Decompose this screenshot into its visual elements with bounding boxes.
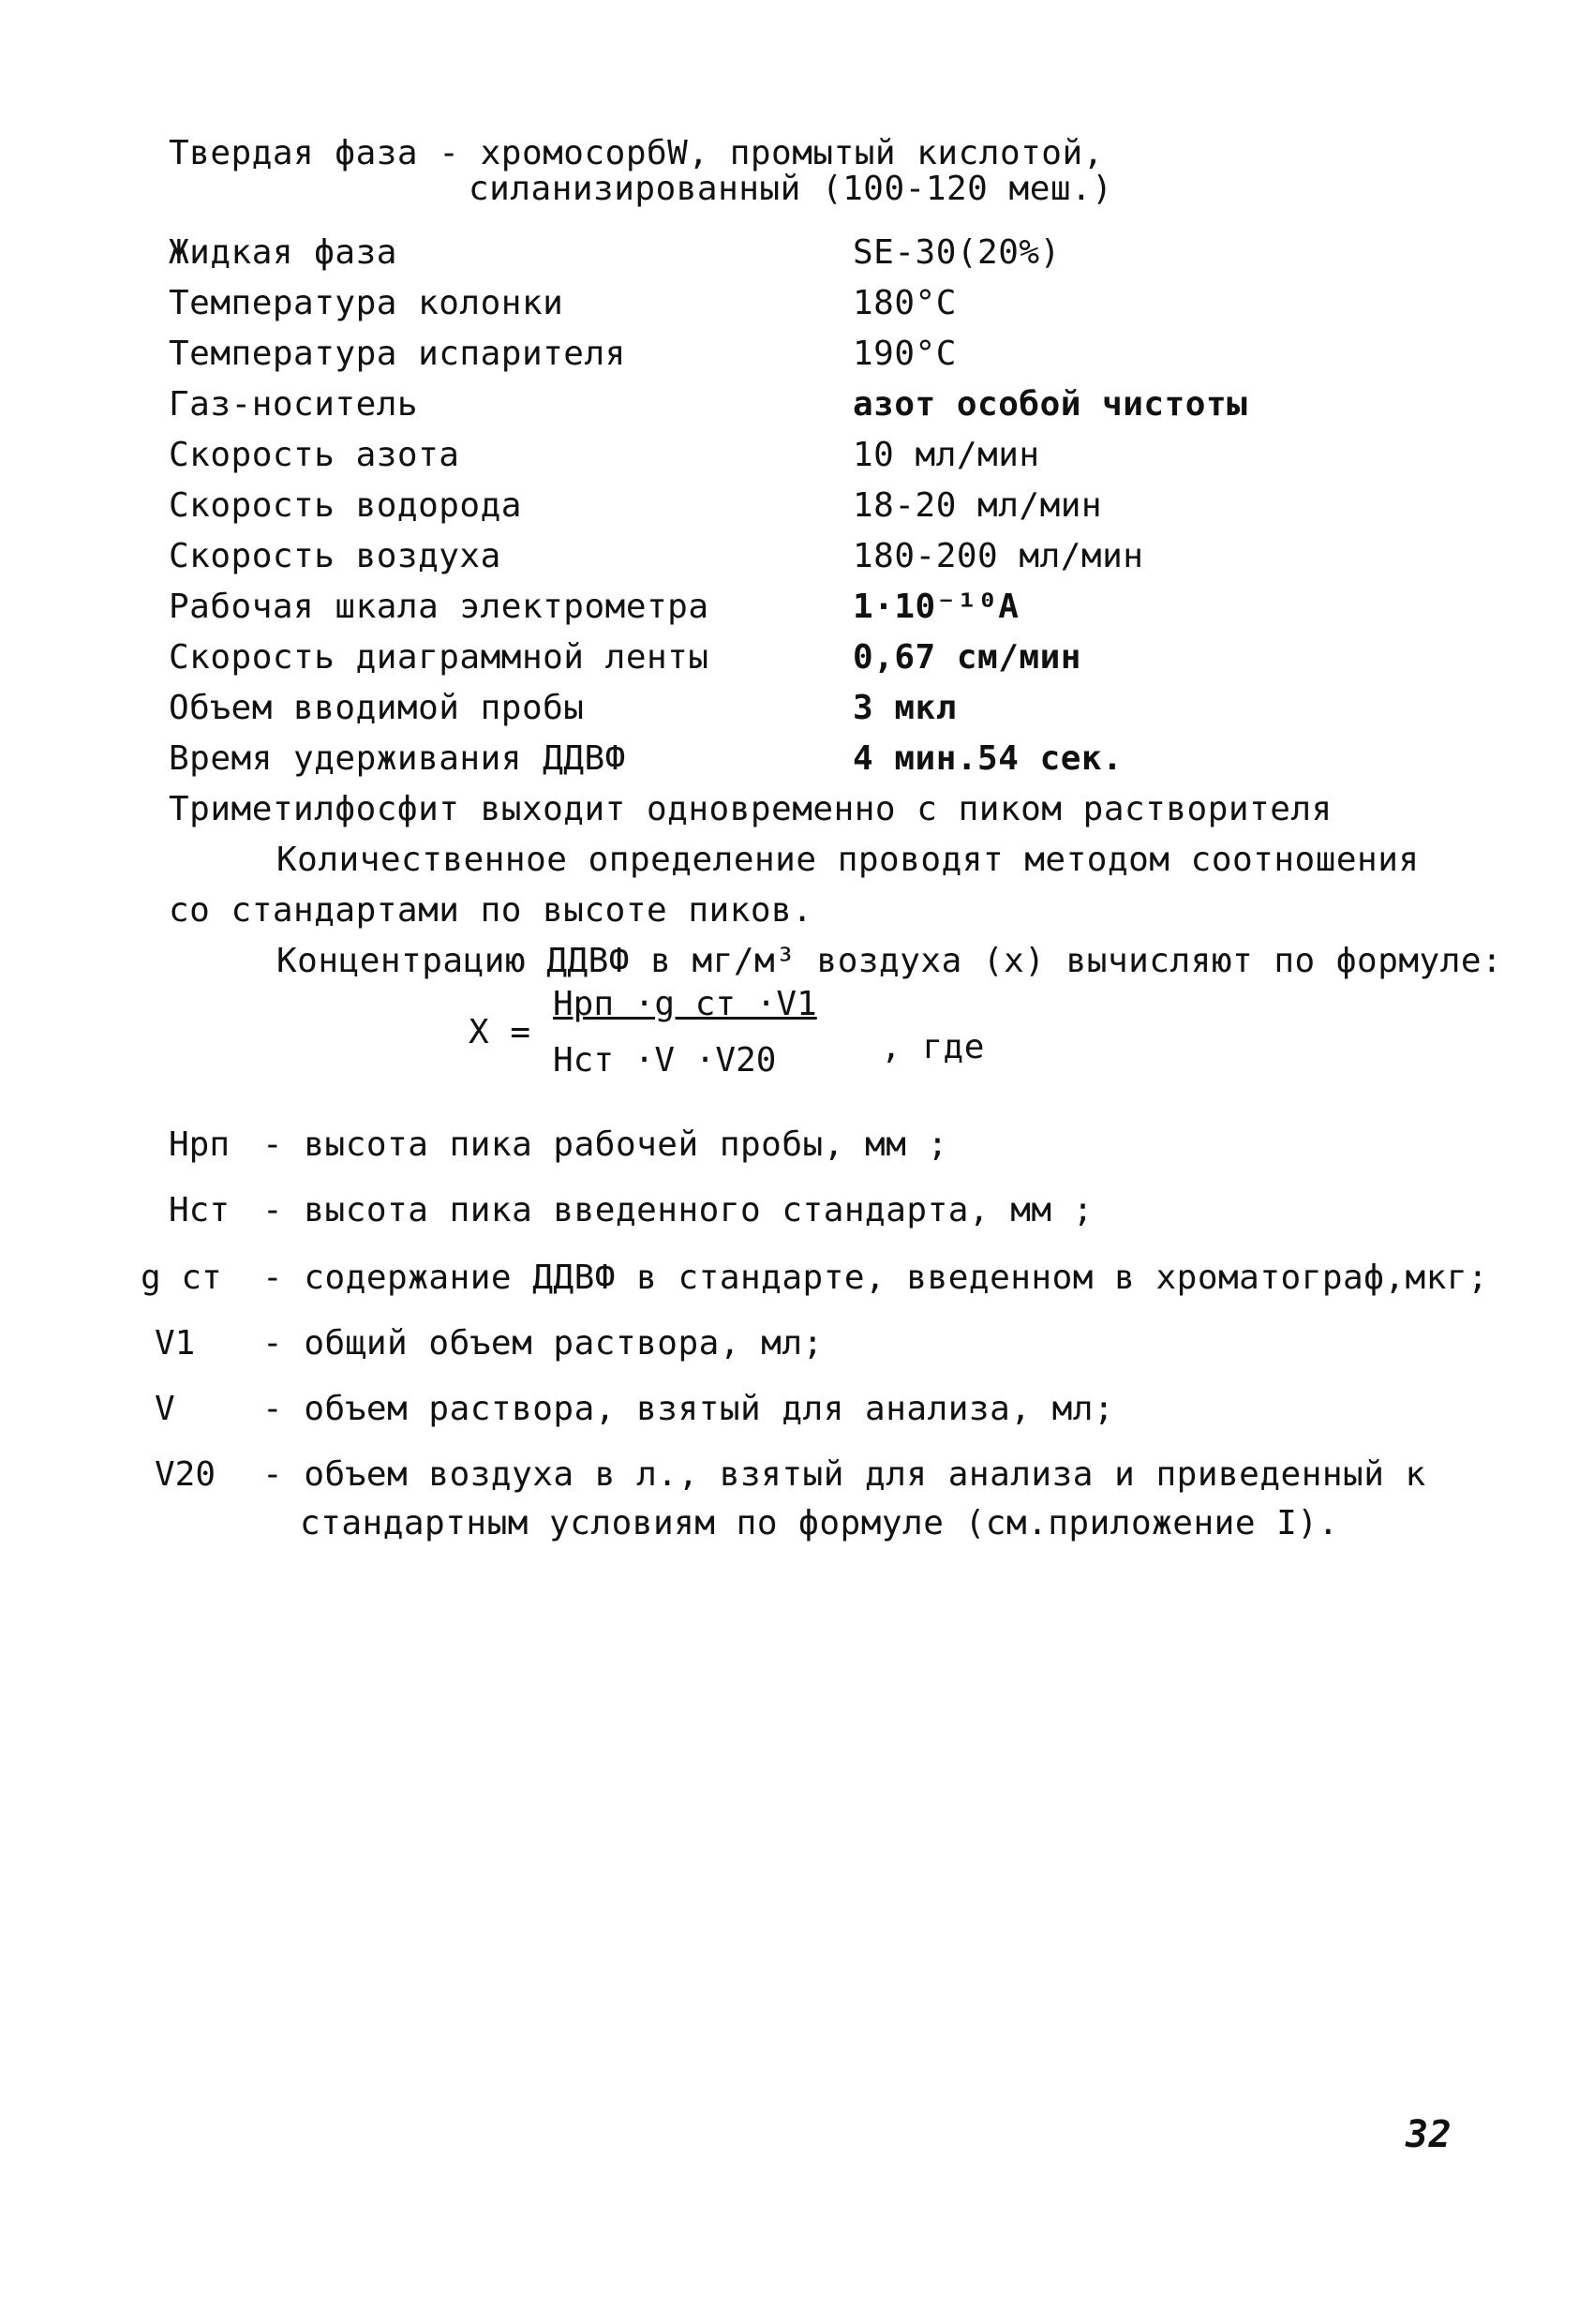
param-value: 180-200 мл/мин: [853, 537, 1144, 575]
formula-denominator: Нст ·V ·V20: [553, 1041, 777, 1080]
definition-text: - объем раствора, взятый для анализа, мл;: [262, 1390, 1115, 1428]
definition-text: - высота пика рабочей пробы, мм ;: [262, 1125, 948, 1164]
concentration-formula: [469, 984, 993, 1096]
paragraph-quant-2: со стандартами по высоте пиков.: [169, 891, 813, 930]
header-line-1: Твердая фаза - хромосорбW, промытый кислотой,: [169, 134, 1104, 172]
definition-text: - высота пика введенного стандарта, мм ;: [262, 1191, 1094, 1229]
param-label: Жидкая фаза: [169, 233, 397, 272]
param-label: Скорость воздуха: [169, 537, 501, 575]
param-label: Скорость диаграммной ленты: [169, 638, 709, 677]
formula-lhs: Х =: [469, 1013, 531, 1051]
param-label: Газ-носитель: [169, 385, 419, 424]
definition-symbol: Нст: [169, 1191, 231, 1229]
param-label: Рабочая шкала электрометра: [169, 588, 709, 626]
paragraph-trimethylphosphite: Триметилфосфит выходит одновременно с пиком растворителя: [169, 790, 1333, 828]
param-value: 18-20 мл/мин: [853, 486, 1103, 525]
param-label: Объем вводимой пробы: [169, 689, 585, 727]
param-value: 3 мкл: [853, 689, 957, 727]
param-label: Скорость азота: [169, 436, 460, 474]
definition-symbol: Нрп: [169, 1125, 231, 1164]
page-number: 32: [1406, 2113, 1452, 2156]
paragraph-formula-intro: Концентрацию ДДВФ в мг/м³ воздуха (х) вычисляют по формуле:: [276, 942, 1503, 980]
formula-where: , где: [881, 1028, 985, 1066]
param-value: SE-30(20%): [853, 233, 1061, 272]
definition-text: - объем воздуха в л., взятый для анализа и приведенный к: [262, 1455, 1426, 1494]
definition-symbol: V1: [155, 1324, 196, 1363]
param-value: 190°С: [853, 335, 957, 373]
param-value: 10 мл/мин: [853, 436, 1040, 474]
param-value: 180°С: [853, 284, 957, 322]
definition-text: - содержание ДДВФ в стандарте, введенном в хроматограф,мкг;: [262, 1259, 1489, 1297]
param-value: 0,67 см/мин: [853, 638, 1081, 677]
header-line-2: силанизированный (100-120 меш.): [469, 170, 1113, 208]
param-label: Время удерживания ДДВФ: [169, 739, 626, 778]
formula-numerator: Нрп ·g ст ·V1: [553, 985, 817, 1023]
param-label: Температура испарителя: [169, 335, 626, 373]
definition-symbol: g ст: [141, 1259, 222, 1297]
definition-symbol: V: [155, 1390, 175, 1428]
param-label: Температура колонки: [169, 284, 564, 322]
paragraph-quant-1: Количественное определение проводят методом соотношения: [276, 841, 1420, 879]
definition-symbol: V20: [155, 1455, 216, 1494]
definition-text: - общий объем раствора, мл;: [262, 1324, 824, 1363]
param-label: Скорость водорода: [169, 486, 522, 525]
param-value: 4 мин.54 сек.: [853, 739, 1124, 778]
definition-text-continued: стандартным условиям по формуле (см.приложение I).: [300, 1504, 1339, 1542]
param-value: 1·10⁻¹⁰А: [853, 588, 1020, 626]
param-value: азот особой чистоты: [853, 385, 1248, 424]
